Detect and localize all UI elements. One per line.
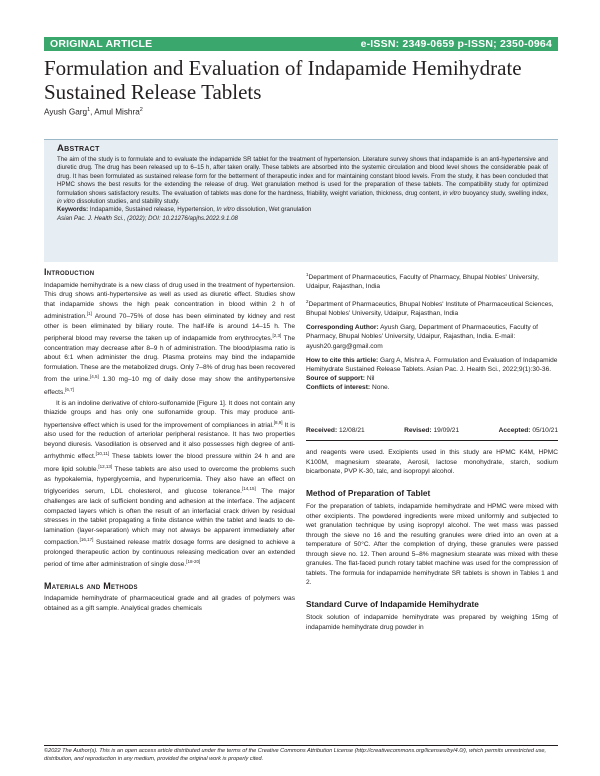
abstract-citation: Asian Pac. J. Health Sci., (2022); DOI: 10.21276/apjhs.2022.9.1.08 bbox=[57, 214, 238, 222]
affiliation-1: $^1$Department of Pharmaceutics, Faculty of Pharmacy, Bhupal Nobles' University, Udaipur, Rajasthan, India bbox=[306, 272, 539, 291]
reagents-paragraph: and reagents were used. Excipients used in this study are HPMC K4M, HPMC K100M, magnesium stearate, Aerosil, lactose monohydrate, starch, sodium bicarbonate, PVP K-30, talc, and isopropyl alcohol. bbox=[306, 449, 558, 475]
intro-paragraph-1: Indapamide hemihydrate is a new class of drug used in the treatment of hypertension. This drug shows anti-hypertensive as well as used as diuretic effect. Studies show that indapamide shows the high peak concentration in blood within 2 h of administration.[1] Around 70–75% of dose has been eliminated by kidney and rest other is been eliminated by biliary route. The half-life is around 14–15 h. The peripheral blood may reverse the taken up of indapamide from erythrocytes.[2,3] The concentration may decrease after 8–9 h of administration. The blood/plasma ratio is about 6:1 when administer the drug. Plasma proteins may bind the indapamide formulation. These are the metabolized drugs. Only 7–8% of drug has been recovered from the urine.[4,5] 1.30 mg–10 mg of daily dose may show the antihypertensive effects.[6,7] bbox=[44, 281, 296, 397]
issn-label: e-ISSN: 2349-0659 p-ISSN; 2350-0964 bbox=[360, 38, 552, 50]
article-type-label: ORIGINAL ARTICLE bbox=[50, 38, 153, 50]
standard-curve-paragraph: Stock solution of indapamide hemihydrate was prepared by weighing 15mg of indapamide hemihydrate drug powder in bbox=[306, 614, 558, 631]
keywords: Keywords: Indapamide, Sustained release, Hypertension, In vitro dissolution, Wet granulation bbox=[57, 206, 312, 214]
right-column bbox=[306, 448, 558, 632]
author-name[interactable]: Ayush Garg bbox=[44, 107, 88, 117]
corresponding-author: Corresponding Author: Ayush Garg, Department of Pharmaceutics, Faculty of Pharmacy, Bhupal Nobles' University, Udaipur, Rajasthan, India. E-mail: ayush20.garg@gmail.com bbox=[306, 324, 538, 350]
author-list: Ayush Garg$^1$, Amul Mishra$^2$ bbox=[44, 107, 143, 117]
revised-date: Revised: 19/09/21 bbox=[404, 427, 460, 434]
received-date: Received: 12/08/21 bbox=[306, 427, 365, 434]
divider bbox=[306, 440, 558, 441]
materials-paragraph: Indapamide hemihydrate of pharmaceutical grade and all grades of polymers was obtained as a gift sample. Analytical grades chemicals bbox=[44, 595, 295, 612]
method-heading: Method of Preparation of Tablet bbox=[306, 487, 431, 498]
footer-divider bbox=[44, 745, 558, 746]
article-dates bbox=[306, 427, 558, 434]
how-to-cite: How to cite this article: Garg A, Mishra A. Formulation and Evaluation of Indapamide Hemihydrate Sustained Release Tablets. Asian Pac. J. Health Sci., 2022;9(1):30-36. bbox=[306, 356, 558, 373]
author-name[interactable]: Amul Mishra bbox=[94, 107, 140, 117]
article-header-bar bbox=[44, 37, 558, 51]
conflicts-of-interest: Conflicts of interest: None. bbox=[306, 384, 390, 392]
left-column bbox=[44, 268, 295, 613]
source-of-support: Source of support: Nil bbox=[306, 375, 375, 383]
materials-heading: Materials and Methods bbox=[44, 580, 138, 591]
method-paragraph: For the preparation of tablets, indapamide hemihydrate and HPMC were mixed with other excipients. The powdered ingredients were mixed uniformly and subjected to wet granulation technique by using isopropyl alcohol. The wet mass was passed through the sieve no 16 and the resulting granules were dried into an oven at a temperature of 50°C. After the completion of drying, these granules were passed through sieve no. 12. Then around 5–8% magnesium stearate was mixed with these granules. The flat-faced punch rotary tablet machine was used for the compression of tablets. The formula for indapamide hemihydrate SR tablets is shown in Tables 1 and 2. bbox=[306, 503, 558, 586]
affiliation-2: $^2$Department of Pharmaceutics, Bhupal Nobles' Institute of Pharmaceutical Sciences, Bhupal Nobles' University, Udaipur, Rajasthan, India bbox=[306, 298, 554, 317]
abstract-text: The aim of the study is to formulate and to evaluate the indapamide SR tablet for the treatment of hypertension. Literature survey shows that indapamide is an anti-hypertensive and diuretic drug. The drug has been released up to 6–15 h, after taken orally. These tablets are absorbed into the systemic circulation and blood level shows the considerable peak of drug. It has been formulated as sustained release form for the betterment of therapeutic index and for maintaining constant blood levels. From the study, it has been concluded that HPMC shows the best results for the extending the release of drug. Wet granulation method is used for the preparation of these tablets. The compatibility study for optimized formulation shows satisfactory results. The evaluation of tablets was done for the hardness, friability, weight variation, thickness, drug content, in vitro buoyancy study, swelling index, in vitro dissolution studies, and stability study. bbox=[57, 156, 548, 206]
introduction-heading: Introduction bbox=[44, 267, 95, 277]
affiliations bbox=[306, 270, 558, 393]
article-title: Formulation and Evaluation of Indapamide Hemihydrate Sustained Release Tablets bbox=[44, 56, 522, 104]
abstract-box bbox=[44, 139, 558, 262]
standard-curve-heading: Standard Curve of Indapamide Hemihydrate bbox=[306, 598, 479, 609]
intro-paragraph-2: It is an indoline derivative of chloro-sulfonamide [Figure 1]. It does not contain any thiazide groups and has only one sulfonamide group. This may produce anti-hypertensive effect which is used for the improvement of compliances in atrial.[8,9] It is also used for the reduction of arteriolar peripheral resistance. It has two properties beyond diuresis. Vasodilation is observed and it also possesses high degree of anti-arrhythmic effect.[10,11] These tablets lower the blood pressure within 24 h and are more lipid soluble.[12,13] These tablets are also used to overcome the problems such as hypokalemia, hyperglycemia, and hyperuricemia. They also have an effect on triglycerides serum, LDL cholesterol, and glucose tolerance.[14,15] The major challenges are lack of sufficient bonding and adhesion at the interface. The adjacent compacted layers which is often the result of an interfacial crack driven by residual stresses in the tablet propagating a finite distance within the tablet and leads to de-lamination (layer-separation) which may not always be apparent immediately after compaction.[16,17] Sustained release matrix dosage forms are designed to achieve a prolonged therapeutic action by continuous releasing medication over an extended period of time after administration of single dose.[18-20] bbox=[44, 399, 296, 569]
accepted-date: Accepted: 05/10/21 bbox=[498, 427, 558, 434]
license-footer: ©2022 The Author(s). This is an open access article distributed under the terms of the Creative Commons Attribution License (http://creativecommons.org/licenses/by/4.0/), which permits unrestricted use, distribution, and reproduction in any medium, provided the original work is properly cited. bbox=[44, 748, 547, 763]
abstract-heading: Abstract bbox=[57, 143, 100, 154]
